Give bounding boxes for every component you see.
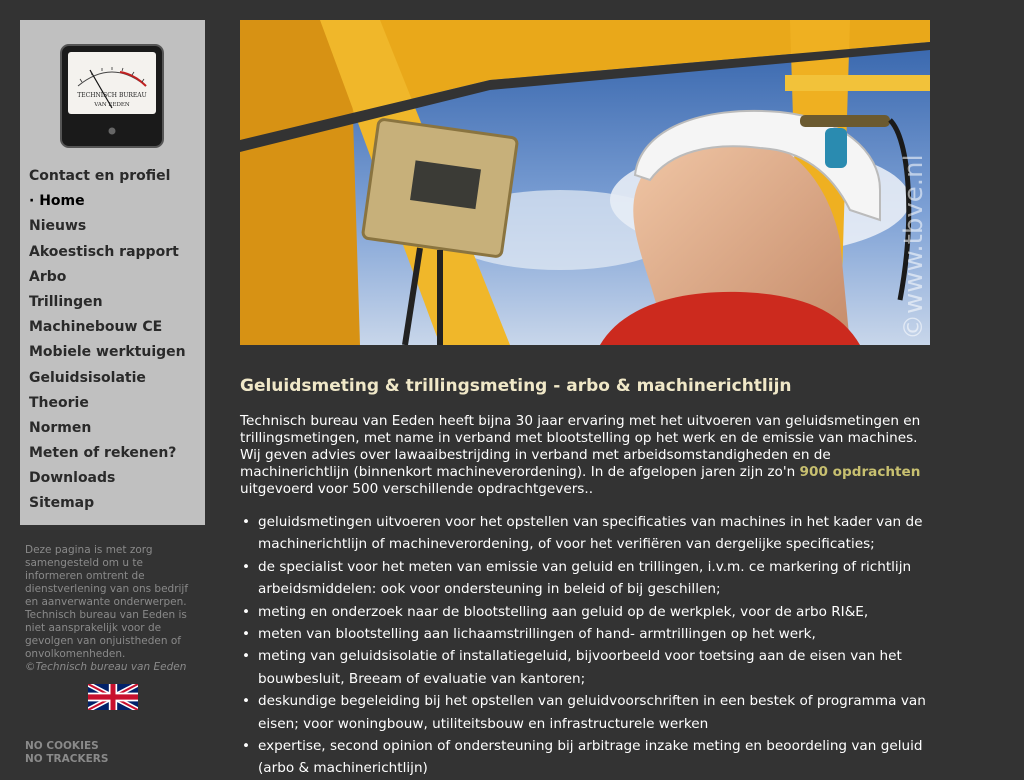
- privacy-notice: [25, 740, 108, 766]
- nav-item-meten-of-rekenen[interactable]: Meten of rekenen?: [29, 445, 177, 462]
- services-list: [240, 511, 960, 780]
- hero-photo-worker-crane-cab: [240, 20, 930, 345]
- nav-item-arbo[interactable]: Arbo: [29, 268, 67, 285]
- uk-flag-icon[interactable]: [88, 684, 138, 710]
- intro-paragraph: [240, 413, 940, 498]
- nav-item-trillingen[interactable]: Trillingen: [29, 293, 103, 310]
- service-item: • expertise, second opinion of ondersteuning bij arbitrage inzake meting en beoordeling van geluid (arbo & machinerichtlijn): [240, 735, 960, 780]
- main-navigation: [29, 164, 205, 517]
- disclaimer: [25, 544, 203, 674]
- service-item: • meting en onderzoek naar de blootstelling aan geluid op de werkplek, voor de arbo RI&E,: [240, 601, 960, 623]
- copyright-text: ©Technisch bureau van Eeden: [25, 661, 187, 673]
- projects-count-highlight: 900 opdrachten: [799, 464, 921, 480]
- intro-text-end: uitgevoerd voor 500 verschillende opdrachtgevers..: [240, 481, 594, 497]
- nav-item-sitemap[interactable]: Sitemap: [29, 495, 95, 512]
- service-item: • de specialist voor het meten van emissie van geluid en trillingen, i.v.m. ce markering of richtlijn arbeidsmiddelen: ook voor ondersteuning in beleid of bij geschillen;: [240, 556, 960, 601]
- nav-item-machinebouw-ce[interactable]: Machinebouw CE: [29, 319, 163, 336]
- page-title: Geluidsmeting & trillingsmeting - arbo & machinerichtlijn: [240, 376, 792, 396]
- service-item: • geluidsmetingen uitvoeren voor het opstellen van specificaties van machines in het kader van de machinerichtlijn of machineverordening, of voor het verifiëren van dergelijke specificaties;: [240, 511, 960, 556]
- service-item: • meting van geluidsisolatie of installatiegeluid, bijvoorbeeld voor toetsing aan de eisen van het bouwbesluit, Breeam of evaluatie van kantoren;: [240, 645, 960, 690]
- service-item: • meten van blootstelling aan lichaamstrillingen of hand- armtrillingen op het werk,: [240, 623, 960, 645]
- nav-item-mobiele-werktuigen[interactable]: Mobiele werktuigen: [29, 344, 186, 361]
- sidebar: [20, 20, 205, 525]
- nav-item-downloads[interactable]: Downloads: [29, 470, 116, 487]
- disclaimer-text: Deze pagina is met zorg samengesteld om u te informeren omtrent de dienstverlening van ons bedrijf en aanverwante onderwerpen. Technisch bureau van Eeden is niet aansprakelijk voor de gevolgen van onjuistheden of onvolkomenheden.: [25, 544, 189, 660]
- service-item: • deskundige begeleiding bij het opstellen van geluidvoorschriften in een bestek of programma van eisen; voor woningbouw, utiliteitsbouw en infrastructurele werken: [240, 690, 960, 735]
- nav-item-theorie[interactable]: Theorie: [29, 394, 89, 411]
- nav-item-home[interactable]: · Home: [29, 189, 205, 214]
- nav-item-akoestisch-rapport[interactable]: Akoestisch rapport: [29, 243, 179, 260]
- nav-item-nieuws[interactable]: Nieuws: [29, 218, 87, 235]
- nav-item-normen[interactable]: Normen: [29, 419, 92, 436]
- logo-meter-icon[interactable]: [60, 44, 164, 148]
- no-cookies-text: NO COOKIES: [25, 740, 99, 752]
- no-trackers-text: NO TRACKERS: [25, 753, 109, 765]
- intro-text: Technisch bureau van Eeden heeft bijna 30 jaar ervaring met het uitvoeren van geluidsmetingen en trillingsmetingen, met name in verband met blootstelling op het werk en de emissie van machines. Wij geven advies over lawaaibestrijding in verband met arbeidsomstandigheden en de machinerichtlijn (binnenkort machineverordening). In de afgelopen jaren zijn zo'n: [240, 413, 921, 480]
- svg-text:TECHNISCH BUREAU: TECHNISCH BUREAU: [77, 92, 147, 99]
- svg-text:VAN EEDEN: VAN EEDEN: [94, 102, 130, 108]
- nav-item-contact-en-profiel[interactable]: Contact en profiel: [29, 168, 171, 184]
- hero-watermark: ©www.tbve.nl: [899, 154, 929, 340]
- nav-item-geluidsisolatie[interactable]: Geluidsisolatie: [29, 369, 146, 386]
